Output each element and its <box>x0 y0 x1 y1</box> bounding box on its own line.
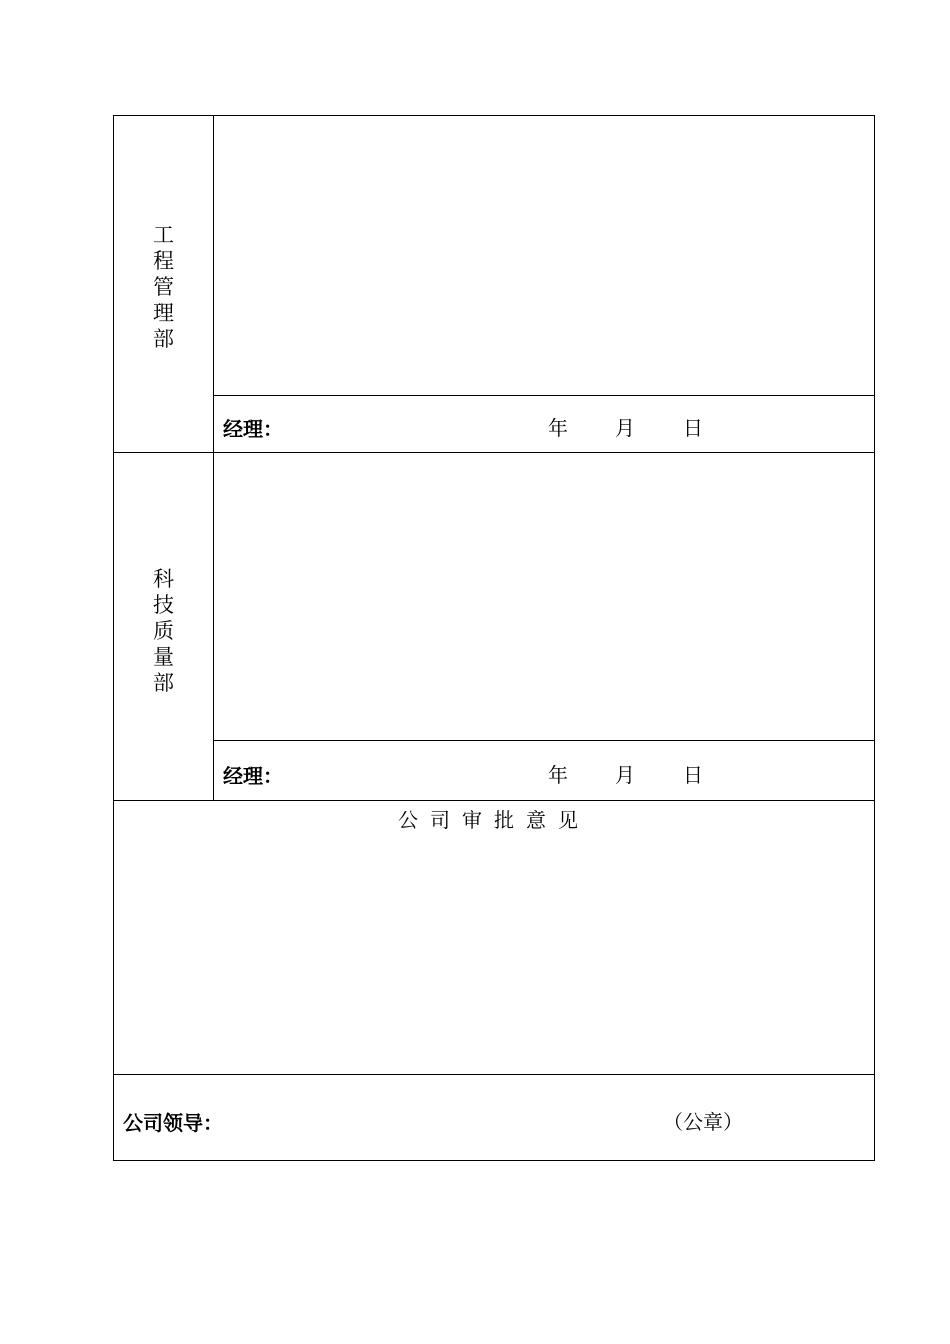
engineering-date-year: 年 <box>548 416 568 440</box>
tech-quality-date-month: 月 <box>615 763 635 787</box>
engineering-opinion-field[interactable] <box>214 116 874 395</box>
section2-signature-divider <box>213 740 874 741</box>
label-char: 管 <box>153 275 174 299</box>
label-char: 技 <box>153 593 174 617</box>
engineering-manager-signature-field[interactable] <box>290 400 530 448</box>
section2-bottom-divider <box>113 800 875 801</box>
company-seal-label: （公章） <box>663 1110 743 1134</box>
label-char: 部 <box>153 671 174 695</box>
label-char: 程 <box>153 249 174 273</box>
company-approval-title: 公司审批意见 <box>398 808 590 832</box>
section1-signature-divider <box>213 395 874 396</box>
label-char: 部 <box>153 327 174 351</box>
label-char: 科 <box>153 567 174 591</box>
approval-signature-divider <box>113 1074 875 1075</box>
table-border-bottom <box>113 1160 875 1161</box>
tech-quality-date-year: 年 <box>548 763 568 787</box>
tech-quality-date-day: 日 <box>683 763 703 787</box>
tech-quality-manager-signature-field[interactable] <box>290 745 530 795</box>
engineering-dept-label <box>114 222 213 352</box>
company-leader-signature-field[interactable] <box>230 1090 630 1145</box>
label-char: 质 <box>153 619 174 643</box>
table-border-right <box>874 115 875 1161</box>
company-approval-field[interactable] <box>114 835 874 1074</box>
tech-quality-manager-label: 经理： <box>223 764 283 788</box>
engineering-date-day: 日 <box>683 416 703 440</box>
company-leader-label: 公司领导： <box>123 1111 223 1135</box>
tech-quality-opinion-field[interactable] <box>214 453 874 740</box>
engineering-manager-label: 经理： <box>223 417 283 441</box>
label-char: 量 <box>153 645 174 669</box>
label-char: 理 <box>153 301 174 325</box>
engineering-date-month: 月 <box>615 416 635 440</box>
label-char: 工 <box>153 223 174 247</box>
tech-quality-dept-label <box>114 566 213 696</box>
